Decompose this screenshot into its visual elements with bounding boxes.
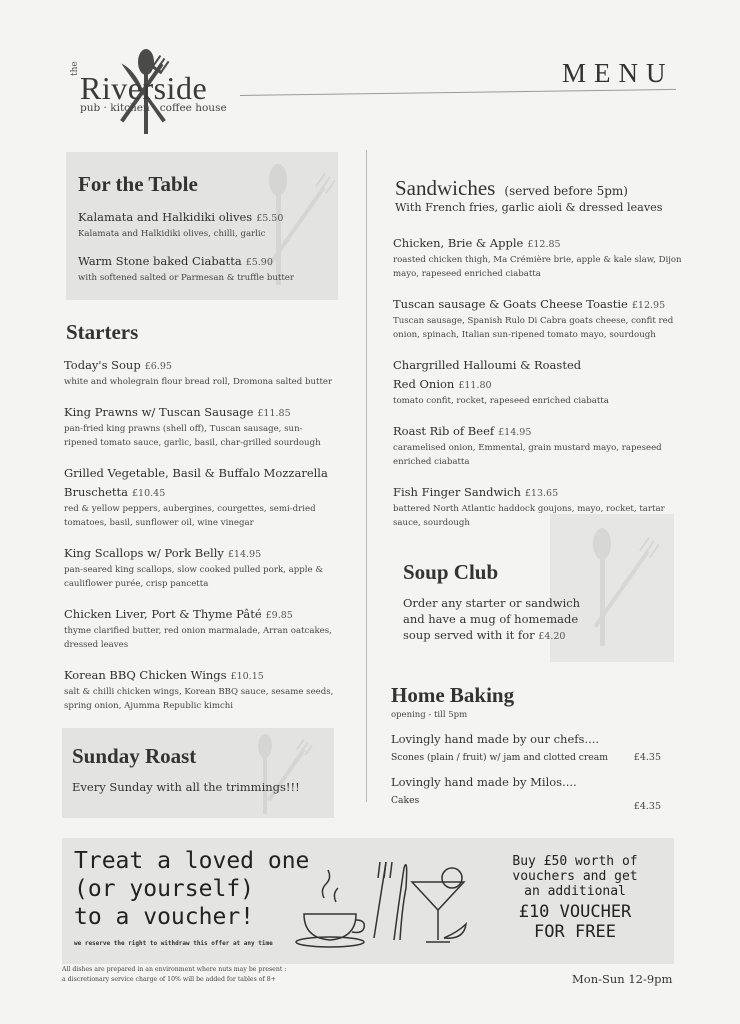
item-desc: thyme clarified butter, red onion marmalade, Arran oatcakes, dressed leaves xyxy=(64,626,332,650)
coffee-cutlery-cocktail-icon xyxy=(294,848,474,954)
footer-note xyxy=(62,965,286,985)
item-desc: Tuscan sausage, Spanish Rulo Di Cabra goats cheese, confit red onion, spinach, Italian sun-ripened tomato mayo, sourdough xyxy=(393,316,674,340)
column-divider xyxy=(366,150,367,802)
for-the-table-panel xyxy=(66,152,338,300)
sunday-roast-text: Every Sunday with all the trimmings!!! xyxy=(72,780,300,794)
soup-club-text: Order any starter or sandwich and have a mug of homemade soup served with it for xyxy=(403,596,581,642)
voucher-disclaimer: we reserve the right to withdraw this offer at any time xyxy=(74,940,273,947)
list-item xyxy=(64,354,334,389)
voucher-line1: Treat a loved one xyxy=(74,848,310,874)
item-price: £4.35 xyxy=(633,801,661,812)
item-price: £10.15 xyxy=(230,671,264,682)
list-item xyxy=(391,752,661,763)
sandwiches-note: (served before 5pm) xyxy=(504,184,628,198)
header-rule xyxy=(240,89,676,96)
item-name: Scones (plain / fruit) w/ jam and clotted cream xyxy=(391,752,608,763)
item-desc: caramelised onion, Emmental, grain mustard mayo, rapeseed enriched ciabatta xyxy=(393,443,662,467)
item-desc: roasted chicken thigh, Ma Crémière brie, apple & kale slaw, Dijon mayo, rapeseed enriched ciabatta xyxy=(393,255,682,279)
item-name: Chicken, Brie & Apple xyxy=(393,236,524,250)
item-price: £12.95 xyxy=(631,300,666,311)
brand-logo xyxy=(68,48,243,136)
item-price: £10.45 xyxy=(132,488,166,499)
item-price: £4.35 xyxy=(633,752,661,763)
list-item xyxy=(64,542,334,591)
item-price: £5.50 xyxy=(256,213,284,224)
list-item xyxy=(391,795,661,812)
for-the-table-heading: For the Table xyxy=(78,172,198,196)
voucher-offer xyxy=(500,854,650,942)
voucher-offer-line5: FOR FREE xyxy=(534,922,616,942)
sunday-roast-heading: Sunday Roast xyxy=(72,744,197,768)
item-name: Kalamata and Halkidiki olives xyxy=(78,210,253,224)
list-item xyxy=(78,206,328,241)
item-name: King Scallops w/ Pork Belly xyxy=(64,546,224,560)
item-desc: tomato confit, rocket, rapeseed enriched ciabatta xyxy=(393,396,609,406)
voucher-line3: to a voucher! xyxy=(74,904,255,930)
item-name: Today's Soup xyxy=(64,358,141,372)
list-item xyxy=(393,293,683,342)
home-baking-group-title: Lovingly hand made by Milos.... xyxy=(391,775,577,789)
soup-club-heading: Soup Club xyxy=(403,560,499,584)
item-name: Korean BBQ Chicken Wings xyxy=(64,668,227,682)
voucher-line2: (or yourself) xyxy=(74,876,255,902)
menu-title: MENU xyxy=(562,58,674,88)
list-item xyxy=(64,664,334,713)
item-name: Chargrilled Halloumi & Roasted Red Onion xyxy=(393,358,582,391)
item-name: Grilled Vegetable, Basil & Buffalo Mozzarella Bruschetta xyxy=(64,466,328,499)
starters-list xyxy=(64,354,334,722)
cutlery-icon xyxy=(570,524,660,652)
brand-the: the xyxy=(70,61,80,76)
brand-name: Riverside xyxy=(80,70,208,106)
item-desc: battered North Atlantic haddock goujons, mayo, rocket, tartar sauce, sourdough xyxy=(393,504,665,528)
list-item xyxy=(393,420,683,469)
sunday-roast-panel xyxy=(62,728,334,818)
footer-note-line2: a discretionary service charge of 10% will be added for tables of 8+ xyxy=(62,976,276,983)
item-price: £12.85 xyxy=(527,239,561,250)
list-item xyxy=(78,250,328,285)
item-price: £13.65 xyxy=(524,488,559,499)
for-the-table-list xyxy=(78,206,328,294)
item-desc: pan-seared king scallops, slow cooked pulled pork, apple & cauliflower purée, crisp pancetta xyxy=(64,565,323,589)
list-item xyxy=(393,354,609,408)
home-baking-group xyxy=(391,775,661,812)
home-baking-group-title: Lovingly hand made by our chefs.... xyxy=(391,732,600,746)
item-price: £11.85 xyxy=(257,408,291,419)
cutlery-icon xyxy=(237,732,317,816)
home-baking-group xyxy=(391,732,661,763)
soup-club-price: £4.20 xyxy=(538,631,566,642)
item-price: £14.95 xyxy=(227,549,262,560)
item-name: King Prawns w/ Tuscan Sausage xyxy=(64,405,254,419)
item-name: Fish Finger Sandwich xyxy=(393,485,521,499)
sandwiches-header xyxy=(395,176,628,201)
sandwiches-subtitle: With French fries, garlic aioli & dressed leaves xyxy=(395,201,663,214)
voucher-offer-line3: an additional xyxy=(524,884,626,899)
footer-note-line1: All dishes are prepared in an environment where nuts may be present : xyxy=(62,966,287,973)
soup-club xyxy=(403,560,583,645)
home-baking xyxy=(391,683,661,812)
item-price: £11.80 xyxy=(458,380,492,391)
item-price: £9.85 xyxy=(265,610,293,621)
list-item xyxy=(393,232,683,281)
item-name: Warm Stone baked Ciabatta xyxy=(78,254,242,268)
brand-tagline: pub · kitchen · coffee house xyxy=(80,102,227,114)
home-baking-note: opening - till 5pm xyxy=(391,710,468,720)
item-name: Chicken Liver, Port & Thyme Pâté xyxy=(64,607,262,621)
sandwiches-heading: Sandwiches xyxy=(395,176,496,200)
item-desc: red & yellow peppers, aubergines, courgettes, semi-dried tomatoes, basil, sunflower oil, wine vinegar xyxy=(64,504,316,528)
sandwiches-list xyxy=(393,232,683,539)
item-name: Roast Rib of Beef xyxy=(393,424,495,438)
starters-heading: Starters xyxy=(66,320,139,344)
list-item xyxy=(64,603,334,652)
opening-hours: Mon-Sun 12-9pm xyxy=(572,972,673,986)
soup-club-text-wrap xyxy=(403,595,583,645)
list-item xyxy=(64,462,334,530)
item-price: £14.95 xyxy=(498,427,532,438)
item-price: £6.95 xyxy=(144,361,172,372)
item-desc: salt & chilli chicken wings, Korean BBQ sauce, sesame seeds, spring onion, Ajumma Republic kimchi xyxy=(64,687,334,711)
item-name: Tuscan sausage & Goats Cheese Toastie xyxy=(393,297,628,311)
item-desc: with softened salted or Parmesan & truffle butter xyxy=(78,273,294,283)
home-baking-heading: Home Baking xyxy=(391,683,515,707)
item-desc: white and wholegrain flour bread roll, Dromona salted butter xyxy=(64,377,333,387)
voucher-offer-line1: Buy £50 worth of xyxy=(512,854,638,869)
voucher-banner xyxy=(62,838,674,964)
list-item xyxy=(64,401,334,450)
voucher-offer-line4: £10 VOUCHER xyxy=(518,902,632,922)
item-desc: pan-fried king prawns (shell off), Tuscan sausage, sun-ripened tomato sauce, garlic, basil, char-grilled sourdough xyxy=(64,424,321,448)
item-name: Cakes xyxy=(391,795,420,806)
item-price: £5.90 xyxy=(245,257,273,268)
voucher-offer-line2: vouchers and get xyxy=(512,869,638,884)
item-desc: Kalamata and Halkidiki olives, chilli, garlic xyxy=(78,229,266,239)
